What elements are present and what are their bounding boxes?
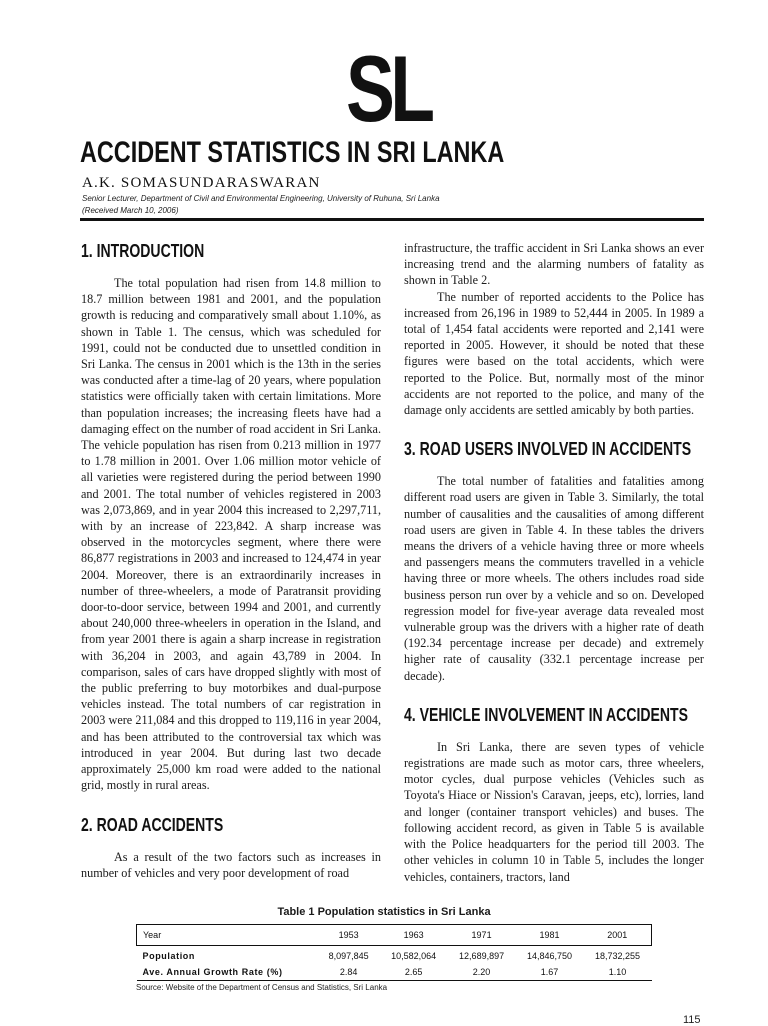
right-column	[404, 240, 704, 885]
author-affiliation: Senior Lecturer, Department of Civil and Environmental Engineering, University of Ruhuna, Sri Lanka	[82, 194, 440, 203]
table-cell: 14,846,750	[527, 951, 573, 961]
received-date: (Received March 10, 2006)	[82, 206, 179, 215]
left-column	[81, 240, 381, 881]
author-name: A.K. SOMASUNDARASWARAN	[82, 175, 321, 191]
article-title: ACCIDENT STATISTICS IN SRI LANKA	[80, 136, 505, 169]
header-cell: Year	[143, 930, 162, 940]
table-cell: 2.20	[472, 967, 491, 977]
section-heading-road-accidents: 2. ROAD ACCIDENTS	[81, 814, 224, 835]
table-caption: Table 1 Population statistics in Sri Lanka	[277, 906, 491, 918]
road-accidents-paragraph-2: The number of reported accidents to the Police has increased from 26,196 in 1989 to 52,444 in 2005. In 1989 a total of 1,454 fatal accidents were reported and 2,141 were reported in 2005. However, it should be noted that these figures were based on the total accidents, which were reported to the Police. But, normally most of the minor accidents are not reported to the police, and many of the damage only accidents are settled amicably by both parties.	[404, 289, 704, 418]
table-row	[137, 946, 652, 965]
journal-logo: SL	[346, 36, 431, 141]
road-users-paragraph: The total number of fatalities and fatalities among different road users are given in Table 3. Similarly, the total number of causalities and the causalities of among different road users are given in Table 4. In these tables the drivers means the drivers of a vehicle having three or more wheels and passengers means the commuters travelled in a vehicle having three or more wheels. The others includes road side business person run over by a vehicle and so on. Developed regression model for five-year average data revealed most vulnerable group was the drivers with a higher rate of death (192.34 percentage increase per decade) and extremely higher rate of causality (332.1 percentage increase per decade).	[404, 474, 704, 683]
vehicle-involvement-paragraph: In Sri Lanka, there are seven types of vehicle registrations are made such as motor cars, three wheelers, motor cycles, dual purpose vehicles (Vehicles such as Toyota's Hiace or Nission's Caravan, jeeps, etc), lorries, land and longer (container transport vehicles) and buses. The following accident record, as given in Table 5 is available with the Police headquarters for the period till 2003. The other vehicles in column 10 in Table 5, includes the longer vehicles, containers, tractors, land	[404, 739, 704, 884]
table-cell: Population	[142, 951, 195, 961]
road-accidents-paragraph-cont: infrastructure, the traffic accident in Sri Lanka shows an ever increasing trend and the alarming numbers of fatality as shown in Table 2.	[404, 241, 704, 288]
table-cell: 1.10	[608, 967, 627, 977]
table-cell: 2.84	[339, 967, 358, 977]
table-cell: 8,097,845	[328, 951, 369, 961]
table-cell: 2.65	[404, 967, 423, 977]
intro-paragraph: The total population had risen from 14.8 million to 18.7 million between 1981 and 2001, and the population growth is reducing and comparatively small about 1.10%, as shown in Table 1. The census, which was scheduled for 1991, could not be conducted due to unsettled condition in Sri Lanka. The census in 2001 which is the 13th in the series was conducted after a time-lag of 20 years, where population statistics were officially taken with certain limitations. More than population increases; the increasing fleets have had a damaging effect on the number of road accident in Sri Lanka. The vehicle population has risen from 0.213 million in 1977 to 1.78 million in 2001. Over 1.06 million motor vehicle of all varieties were registered during the period between 1990 and 2001. The total number of vehicles registered in 2003 was 2,073,869, and in year 2004 this increased to 2,297,711, with by an increase of 223,842. A sharp increase was observed in the motorcycles segment, where there were 86,877 registrations in 2003 and increased to 124,474 in year 2004. Moreover, there is an extraordinarily increases in number of three-wheelers, a mode of Paratransit providing door-to-door service, between 1994 and 2001, and currently about 240,000 three-wheelers in operation in the Island, and from year 2001 there is again a sharp increase in registration with 36,204 in 2003, and again 43,789 in 2004. In comparison, sales of cars have dropped slightly with most of the public preferring to buy motorbikes and dual-purpose vehicles instead. The total numbers of car registration in 2003 were 211,084 and this dropped to 119,116 in year 2004, and has been attributed to the controversial tax which was introduced in year 2004. But during last two decade approximately 25,000 km road were added to the national grid, mostly in rural areas.	[81, 276, 381, 793]
section-heading-introduction: 1. INTRODUCTION	[81, 241, 205, 261]
road-accidents-paragraph-start: As a result of the two factors such as increases in number of vehicles and very poor development of road	[81, 849, 381, 880]
table-header-row	[137, 925, 652, 946]
header-rule	[80, 218, 704, 221]
header-cell: 1981	[539, 930, 560, 940]
table-source-note: Source: Website of the Department of Census and Statistics, Sri Lanka	[136, 983, 388, 992]
table-cell: 12,689,897	[459, 951, 505, 961]
table-cell: Ave. Annual Growth Rate (%)	[142, 967, 283, 977]
table-cell: 18,732,255	[594, 951, 641, 961]
page-number: 115	[683, 1014, 701, 1026]
table-cell: 10,582,064	[391, 951, 437, 961]
section-heading-vehicle-involvement: 4. VEHICLE INVOLVEMENT IN ACCIDENTS	[404, 704, 688, 725]
header-cell: 1953	[338, 930, 359, 940]
table-cell: 1.67	[540, 967, 559, 977]
table-row	[137, 964, 652, 981]
header-cell: 1971	[471, 930, 492, 940]
population-table	[136, 924, 652, 981]
section-heading-road-users: 3. ROAD USERS INVOLVED IN ACCIDENTS	[404, 439, 692, 460]
header-cell: 1963	[403, 930, 424, 940]
header-cell: 2001	[607, 930, 628, 940]
